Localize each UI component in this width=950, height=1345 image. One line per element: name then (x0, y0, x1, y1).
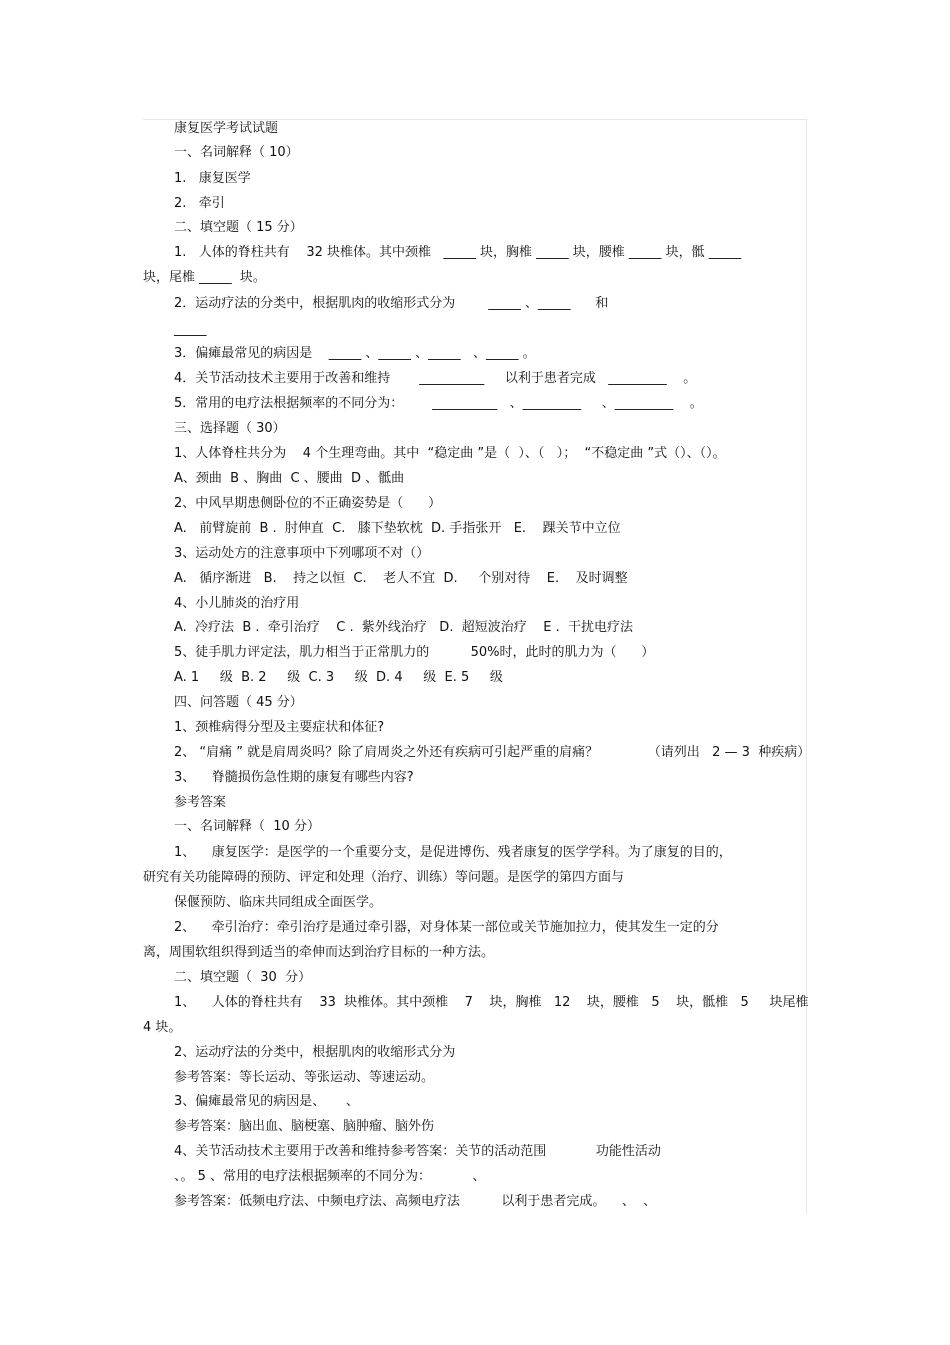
text-line: 5．常用的电疗法根据频率的不同分为： __________ 、_________ 、_________ 。 (174, 396, 703, 411)
text-line: 1、 人体的脊柱共有 33 块椎体。其中颈椎 7 块，胸椎 12 块，腰椎 5 块，骶椎 5 块尾椎 (174, 995, 809, 1010)
text-line: 、。 5 、常用的电疗法根据频率的不同分为： 、 (174, 1169, 486, 1184)
text-line: 4．关节活动技术主要用于改善和维持 __________ 以利于患者完成 _________ 。 (174, 371, 697, 386)
text-line: 参考答案：脑出血、脑梗塞、脑肿瘤、脑外伤 (174, 1119, 435, 1134)
section-heading: 四、问答题（ 45 分） (174, 695, 303, 710)
text-line: 3、运动处方的注意事项中下列哪项不对（） (174, 546, 430, 561)
text-line: 参考答案：等长运动、等张运动、等速运动。 (174, 1070, 435, 1085)
text-line: 1、颈椎病得分型及主要症状和体征? (174, 720, 385, 735)
text-line: A. 冷疗法 B . 牵引治疗 C . 紫外线治疗 D. 超短波治疗 E . 干扰电疗法 (174, 620, 633, 635)
text-line: 保偃预防、临床共同组成全面医学。 (174, 895, 383, 910)
text-line: 块，尾椎 _____ 块。 (143, 270, 266, 285)
section-heading: 一、名词解释（ 10 分） (174, 819, 320, 834)
section-heading: 二、填空题（ 30 分） (174, 970, 312, 985)
text-line: A. 1 级 B. 2 级 C. 3 级 D. 4 级 E. 5 级 (174, 670, 503, 685)
text-line: 4 块。 (143, 1020, 182, 1035)
text-line: 5、徒手肌力评定法，肌力相当于正常肌力的 50%时，此时的肌力为（ ） (174, 645, 655, 660)
text-line: 4、小儿肺炎的治疗用 (174, 596, 300, 611)
text-line: 3、偏瘫最常见的病因是、 、 (174, 1094, 359, 1109)
text-line: 3．偏瘫最常见的病因是 _____ 、_____ 、_____ 、_____ 。 (174, 346, 536, 361)
text-line: 1、 康复医学：是医学的一个重要分支，是促进博伤、残者康复的医学学科。为了康复的目的， (174, 845, 732, 860)
text-line: _____ (174, 322, 207, 337)
section-heading: 一、名词解释（ 10） (174, 145, 299, 160)
text-line: 2、 “肩痛 ” 就是肩周炎吗？除了肩周炎之外还有疾病可引起严重的肩痛？ （请列出 2 — 3 种疾病） (174, 745, 811, 760)
text-line: 参考答案：低频电疗法、中频电疗法、高频电疗法 以利于患者完成。 、 、 (174, 1194, 657, 1209)
text-line: 1. 康复医学 (174, 171, 251, 186)
text-line: 2、运动疗法的分类中，根据肌肉的收缩形式分为 (174, 1045, 456, 1060)
section-heading: 二、填空题（ 15 分） (174, 220, 303, 235)
text-line: 1. 人体的脊柱共有 32 块椎体。其中颈椎 _____ 块，胸椎 _____ 块，腰椎 _____ 块，骶 _____ (174, 245, 742, 260)
document-title: 康复医学考试试题 (174, 121, 279, 136)
answers-heading: 参考答案 (174, 795, 227, 810)
text-line: 2. 牵引 (174, 196, 225, 211)
text-line: A. 前臂旋前 B . 肘伸直 C. 膝下垫软枕 D. 手指张开 E. 踝关节中立位 (174, 521, 621, 536)
text-line: 3、 脊髓损伤急性期的康复有哪些内容? (174, 770, 414, 785)
text-line: 离，周围软组织得到适当的牵伸而达到治疗目标的一种方法。 (143, 945, 495, 960)
text-line: 2．运动疗法的分类中，根据肌肉的收缩形式分为 _____ 、_____ 和 (174, 296, 609, 311)
text-line: 研究有关功能障碍的预防、评定和处理（治疗、训练）等问题。是医学的第四方面与 (143, 870, 625, 885)
text-line: A. 循序渐进 B. 持之以恒 C. 老人不宜 D. 个别对待 E. 及时调整 (174, 571, 628, 586)
text-line: A、颈曲 B 、胸曲 C 、腰曲 D 、骶曲 (174, 471, 405, 486)
section-heading: 三、选择题（ 30） (174, 421, 286, 436)
text-line: 2、 牵引治疗：牵引治疗是通过牵引器，对身体某一部位或关节施加拉力，使其发生一定的分 (174, 920, 719, 935)
text-line: 4、关节活动技术主要用于改善和维持参考答案：关节的活动范围 功能性活动 (174, 1144, 661, 1159)
text-line: 1、人体脊柱共分为 4 个生理弯曲。其中 “稳定曲 ”是（ ）、（ ）； “不稳定曲 ”式（）、（）。 (174, 446, 726, 461)
text-line: 2、中风早期患侧卧位的不正确姿势是（ ） (174, 496, 442, 511)
